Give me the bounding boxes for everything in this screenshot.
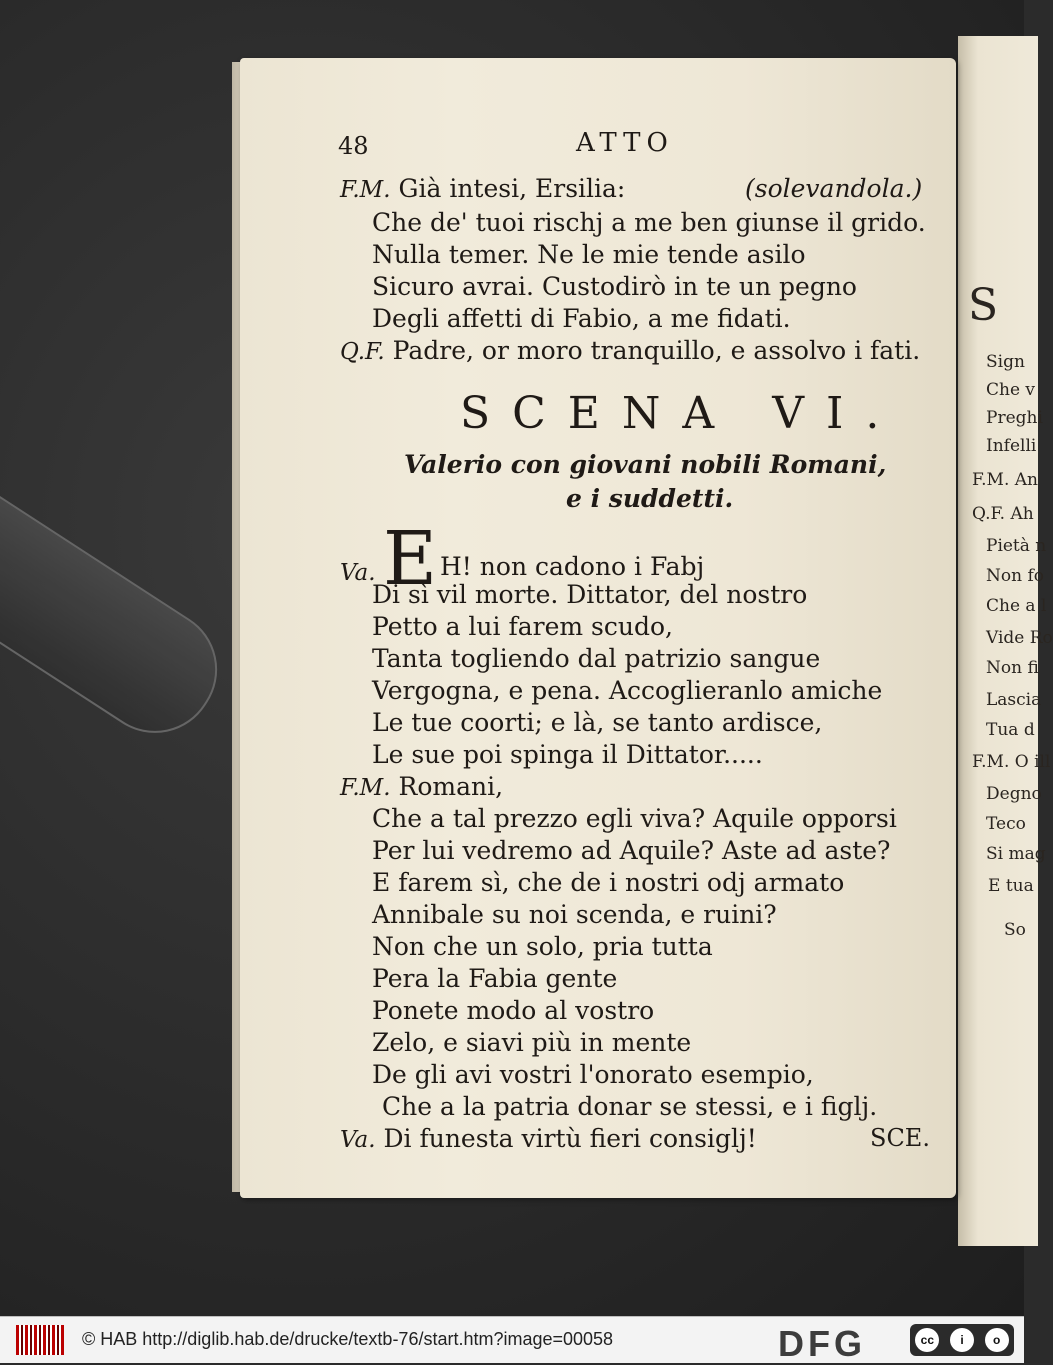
hab-logo-icon — [16, 1325, 64, 1355]
next-page-line: E tua — [988, 876, 1034, 896]
verse-line — [340, 1124, 757, 1153]
verse-line: Ponete modo al vostro — [372, 996, 655, 1025]
next-page-line: Infelli — [986, 436, 1037, 456]
next-page-line: Che a l — [986, 596, 1047, 616]
next-page-line: F.M. O ill — [972, 752, 1051, 772]
speaker-label: Q.F. — [340, 339, 385, 365]
next-page-line: So — [1004, 920, 1026, 940]
verse-line: Le tue coorti; e là, se tanto ardisce, — [372, 708, 823, 737]
verse-line: Nulla temer. Ne le mie tende asilo — [372, 240, 806, 269]
next-page-edge — [958, 36, 1053, 1246]
verse-line: Zelo, e siavi più in mente — [372, 1028, 692, 1057]
verse-line: Annibale su noi scenda, e ruini? — [372, 900, 777, 929]
dfg-logo: DFG — [778, 1323, 866, 1364]
next-page-line: Teco — [986, 814, 1026, 834]
verse-text: Già intesi, Ersilia: — [398, 174, 626, 203]
speaker-label: F.M. — [340, 177, 391, 203]
verse-line: Petto a lui farem scudo, — [372, 612, 673, 641]
cc-license-icon[interactable] — [910, 1324, 1014, 1356]
viewer-footer — [0, 1316, 1024, 1363]
verse-line: Che de' tuoi rischj a me ben giunse il grido. — [372, 208, 926, 237]
scene-subtitle: Valerio con giovani nobili Romani, — [404, 450, 887, 479]
share-alike-icon: o — [985, 1328, 1009, 1352]
stage-direction: (solevandola.) — [745, 174, 923, 203]
next-page-line: Che v — [986, 380, 1036, 400]
next-page-line: Non fi — [986, 658, 1039, 678]
page-number: 48 — [338, 132, 369, 160]
catchword: SCE. — [870, 1124, 930, 1152]
speaker-label: Va. — [340, 560, 376, 586]
source-link[interactable]: © HAB http://diglib.hab.de/drucke/textb-76/start.htm?image=00058 — [82, 1329, 614, 1349]
verse-line: Sicuro avrai. Custodirò in te un pegno — [372, 272, 857, 301]
verse-line: Che a la patria donar se stessi, e i figlj. — [382, 1092, 878, 1121]
verse-line — [340, 174, 625, 203]
next-page-line: Pietà n — [986, 536, 1047, 556]
verse-line — [340, 772, 503, 801]
verse-line: Non che un solo, pria tutta — [372, 932, 713, 961]
verse-line: Degli affetti di Fabio, a me fidati. — [372, 304, 791, 333]
verse-line: E farem sì, che de i nostri odj armato — [372, 868, 845, 897]
next-page-line: Sign — [986, 352, 1025, 372]
drop-cap: E — [383, 516, 438, 602]
verse-line: De gli avi vostri l'onorato esempio, — [372, 1060, 814, 1089]
verse-text: Di funesta virtù fieri consiglj! — [383, 1124, 757, 1153]
verse-line: H! non cadono i Fabj — [440, 552, 705, 581]
scene-title: SCENA VI. — [460, 388, 902, 439]
next-page-line: Preghi — [986, 408, 1043, 428]
next-page-line: Lascia — [986, 690, 1042, 710]
cc-icon: cc — [915, 1328, 939, 1352]
next-page-dropcap: S — [968, 280, 999, 331]
next-page-line: Si mag — [986, 844, 1046, 864]
verse-line: Tanta togliendo dal patrizio sangue — [372, 644, 821, 673]
attribution-icon: i — [950, 1328, 974, 1352]
next-page-line: Vide Ro — [986, 628, 1053, 648]
next-page-line: Non fo — [986, 566, 1044, 586]
verse-line: Vergogna, e pena. Accoglieranlo amiche — [372, 676, 883, 705]
speaker-label: F.M. — [340, 775, 391, 801]
verse-line: Le sue poi spinga il Dittator..... — [372, 740, 763, 769]
verse-line — [340, 336, 920, 365]
verse-line: Di sì vil morte. Dittator, del nostro — [372, 580, 808, 609]
next-page-line: Q.F. Ah — [972, 504, 1034, 524]
verse-line: Che a tal prezzo egli viva? Aquile opporsi — [372, 804, 897, 833]
next-page-line: Degno — [986, 784, 1042, 804]
verse-text: Padre, or moro tranquillo, e assolvo i fati. — [392, 336, 921, 365]
verse-line: Pera la Fabia gente — [372, 964, 618, 993]
speaker-label: Va. — [340, 1127, 376, 1153]
next-page-line: F.M. An — [972, 470, 1038, 490]
page-header: ATTO — [576, 128, 674, 158]
verse-line: Per lui vedremo ad Aquile? Aste ad aste? — [372, 836, 891, 865]
verse-text: Romani, — [398, 772, 504, 801]
scene-subtitle: e i suddetti. — [566, 484, 734, 513]
next-page-line: Tua d — [986, 720, 1035, 740]
